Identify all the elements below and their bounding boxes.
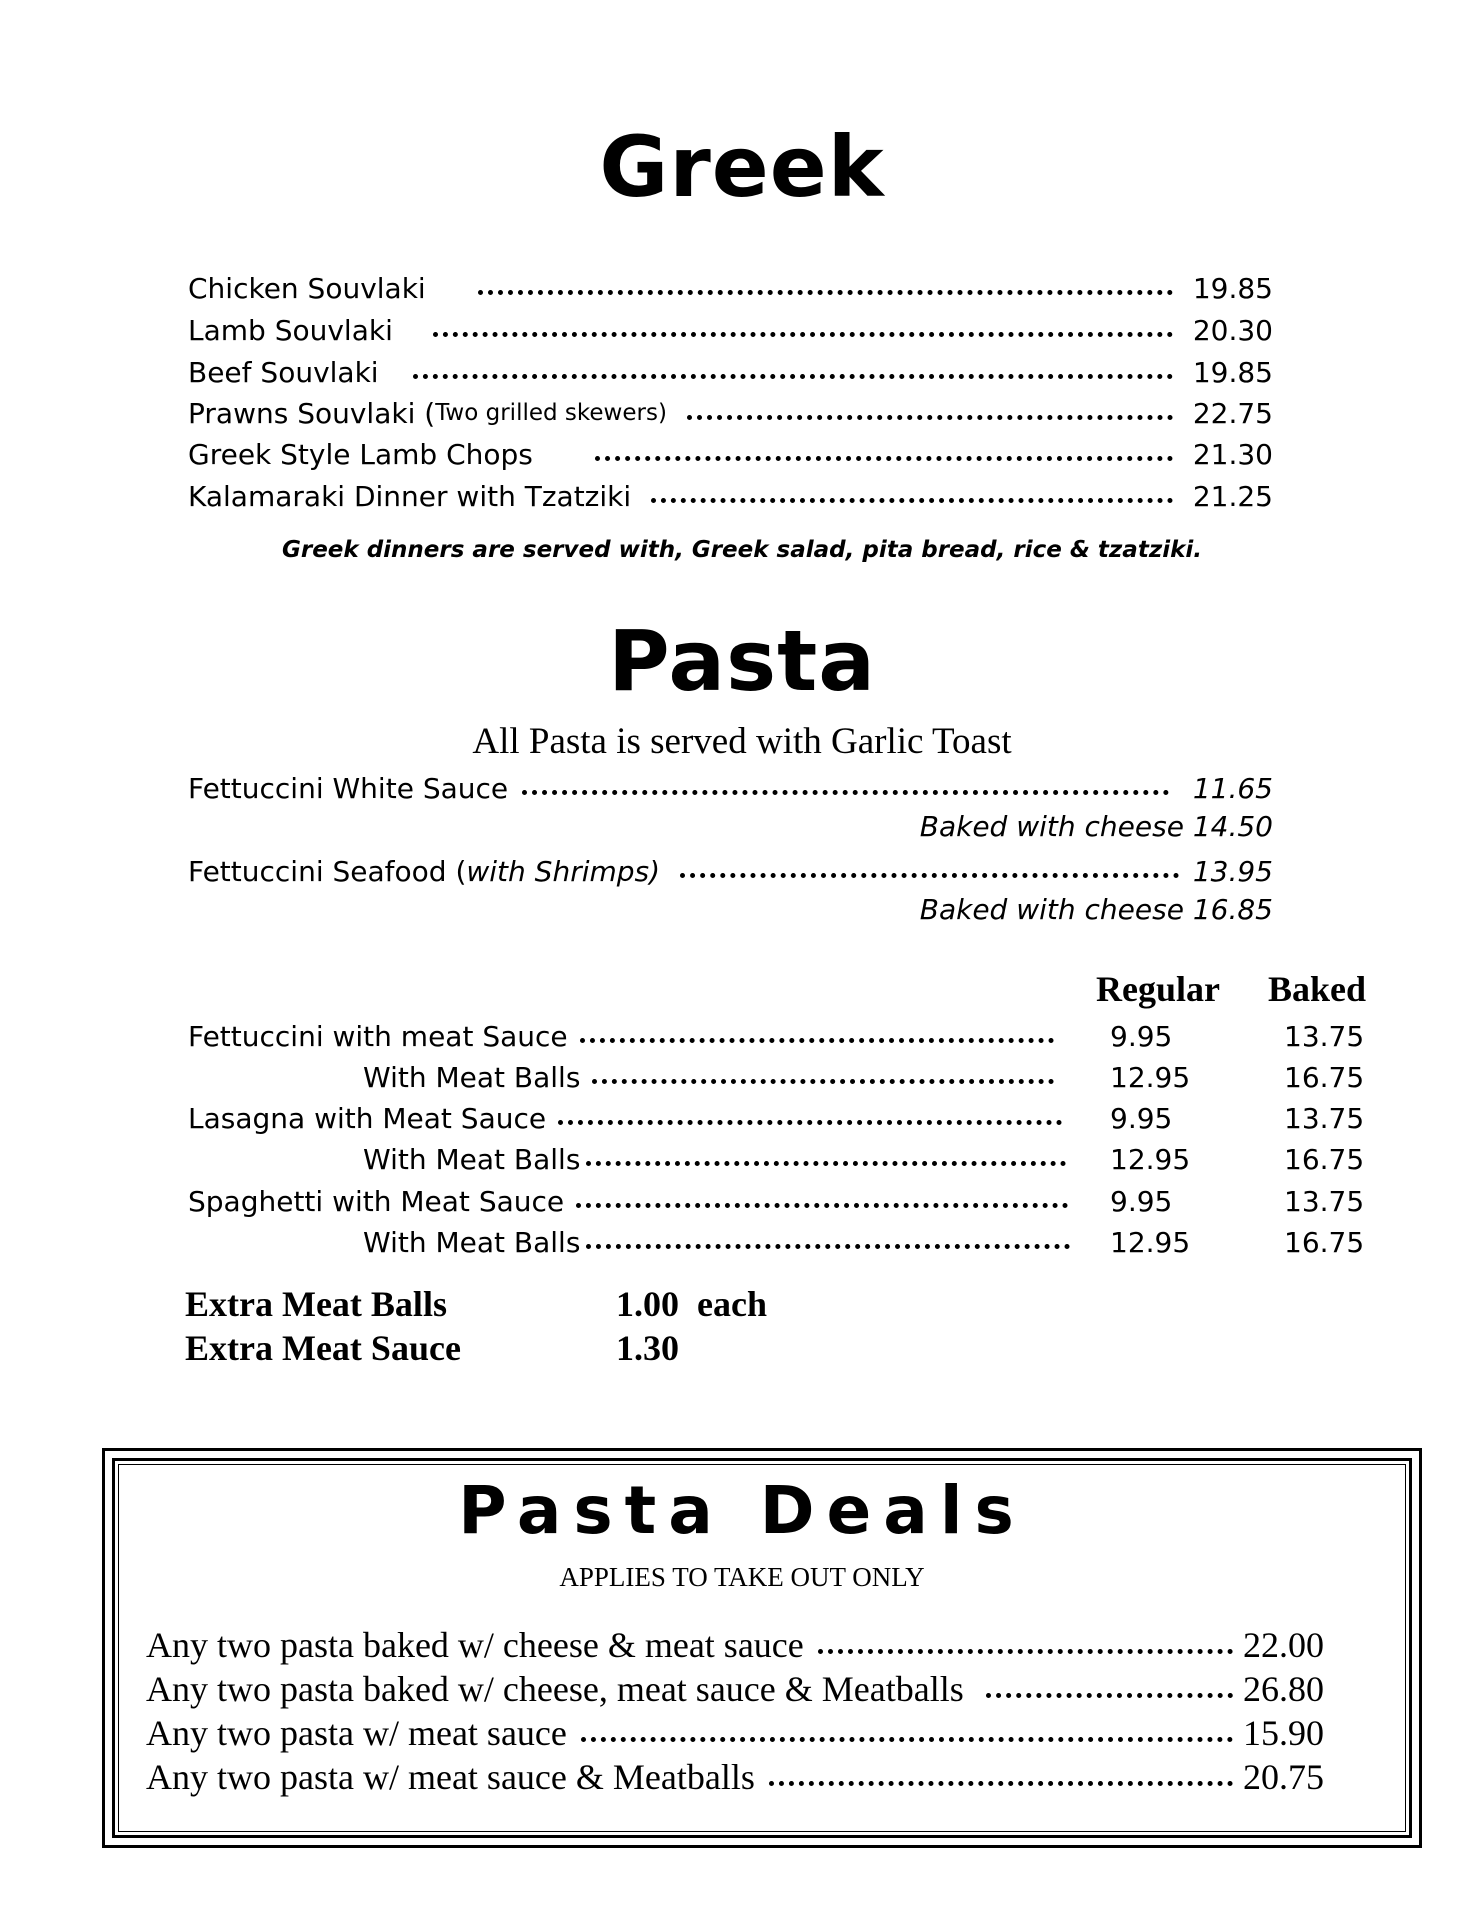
baked-price: Baked with cheese 14.50 xyxy=(919,810,1273,843)
leader-dots xyxy=(818,1649,1233,1654)
item-name: Lasagna with Meat Sauce xyxy=(188,1101,547,1135)
leader-dots xyxy=(592,1079,1054,1084)
leader-dots xyxy=(576,1203,1068,1208)
deal-item xyxy=(146,1711,1324,1755)
leader-dots xyxy=(651,498,1173,503)
item-price: 22.75 xyxy=(1192,396,1273,430)
item-name: Spaghetti with Meat Sauce xyxy=(188,1184,565,1218)
item-price: 21.25 xyxy=(1192,479,1273,513)
deal-name: Any two pasta baked w/ cheese, meat sauce & Meatballs xyxy=(146,1669,964,1709)
item-name: Greek Style Lamb Chops xyxy=(188,437,533,471)
baked-price: 13.75 xyxy=(1284,1020,1365,1053)
item-name: Chicken Souvlaki xyxy=(188,271,426,305)
baked-price: 13.75 xyxy=(1284,1185,1365,1218)
deal-name: Any two pasta baked w/ cheese & meat sauce xyxy=(146,1625,804,1665)
item-note: Two grilled skewers) xyxy=(435,400,667,426)
deal-item xyxy=(146,1667,1324,1711)
table-row xyxy=(188,1222,1084,1262)
item-name: Prawns Souvlaki ( xyxy=(188,396,436,430)
menu-item xyxy=(188,352,1273,392)
extra-item-name: Extra Meat Sauce xyxy=(185,1328,461,1368)
deal-name: Any two pasta w/ meat sauce & Meatballs xyxy=(146,1757,755,1797)
menu-item xyxy=(188,851,1273,891)
regular-price: 9.95 xyxy=(1110,1185,1173,1218)
item-name: Beef Souvlaki xyxy=(188,355,379,389)
leader-dots xyxy=(986,1693,1233,1698)
baked-price: 13.75 xyxy=(1284,1102,1365,1135)
item-name: Fettuccini White Sauce xyxy=(188,771,509,805)
deal-item xyxy=(146,1755,1324,1799)
deal-name: Any two pasta w/ meat sauce xyxy=(146,1713,567,1753)
baked-price: Baked with cheese 16.85 xyxy=(919,893,1273,926)
menu-item xyxy=(188,310,1273,350)
pasta-title: Pasta xyxy=(608,612,876,710)
regular-price: 9.95 xyxy=(1110,1102,1173,1135)
item-note: with Shrimps) xyxy=(466,854,661,888)
baked-price: 16.75 xyxy=(1284,1226,1365,1259)
leader-dots xyxy=(687,415,1173,420)
item-price: 19.85 xyxy=(1192,355,1273,389)
extra-item-price: 1.30 xyxy=(616,1328,679,1368)
table-row xyxy=(188,1139,1080,1179)
deal-price: 26.80 xyxy=(1243,1669,1324,1709)
header-baked: Baked xyxy=(1268,969,1367,1009)
leader-dots xyxy=(433,332,1173,337)
header-regular: Regular xyxy=(1096,969,1220,1009)
item-price: 20.30 xyxy=(1192,313,1273,347)
item-price: 19.85 xyxy=(1192,271,1273,305)
baked-price: 16.75 xyxy=(1284,1143,1365,1176)
extra-item-name: Extra Meat Balls xyxy=(185,1284,447,1324)
leader-dots xyxy=(586,1244,1070,1249)
deal-price: 15.90 xyxy=(1243,1713,1324,1753)
item-price: 13.95 xyxy=(1192,854,1273,888)
leader-dots xyxy=(580,1038,1054,1043)
baked-price: 16.75 xyxy=(1284,1061,1365,1094)
leader-dots xyxy=(586,1161,1066,1166)
pasta-subtitle: All Pasta is served with Garlic Toast xyxy=(472,721,1012,762)
regular-price: 12.95 xyxy=(1110,1061,1191,1094)
regular-price: 9.95 xyxy=(1110,1020,1173,1053)
leader-dots xyxy=(558,1120,1062,1125)
leader-dots xyxy=(595,456,1173,461)
leader-dots xyxy=(478,290,1173,295)
deal-price: 20.75 xyxy=(1243,1757,1324,1797)
item-name: Fettuccini with meat Sauce xyxy=(188,1019,568,1053)
regular-price: 12.95 xyxy=(1110,1143,1191,1176)
leader-dots xyxy=(769,1781,1233,1786)
deals-title: Pasta Deals xyxy=(458,1472,1026,1549)
greek-footnote: Greek dinners are served with, Greek salad, pita bread, rice & tzatziki. xyxy=(281,537,1203,563)
item-name: With Meat Balls xyxy=(363,1225,581,1259)
deals-subtitle: APPLIES TO TAKE OUT ONLY xyxy=(559,1562,925,1592)
item-price: 21.30 xyxy=(1192,437,1273,471)
table-row xyxy=(188,1016,1068,1056)
table-row xyxy=(188,1181,1082,1221)
item-price: 11.65 xyxy=(1192,771,1273,805)
table-row xyxy=(188,1098,1076,1138)
table-row xyxy=(188,1057,1068,1097)
deal-price: 22.00 xyxy=(1243,1625,1324,1665)
item-name: Lamb Souvlaki xyxy=(188,313,393,347)
menu-item xyxy=(188,268,1273,308)
deal-item xyxy=(146,1623,1324,1667)
leader-dots xyxy=(522,790,1169,795)
menu-item xyxy=(188,393,1273,433)
menu-item xyxy=(188,476,1273,516)
leader-dots xyxy=(680,873,1179,878)
item-name: With Meat Balls xyxy=(363,1142,581,1176)
extra-item-price: 1.00 each xyxy=(616,1284,767,1324)
item-name: Kalamaraki Dinner with Tzatziki xyxy=(188,479,632,513)
menu-item xyxy=(188,434,1273,474)
leader-dots xyxy=(413,374,1173,379)
regular-price: 12.95 xyxy=(1110,1226,1191,1259)
greek-title: Greek xyxy=(599,118,885,216)
item-name: Fettuccini Seafood ( xyxy=(188,854,467,888)
leader-dots xyxy=(581,1737,1233,1742)
menu-item xyxy=(188,768,1273,808)
item-name: With Meat Balls xyxy=(363,1060,581,1094)
